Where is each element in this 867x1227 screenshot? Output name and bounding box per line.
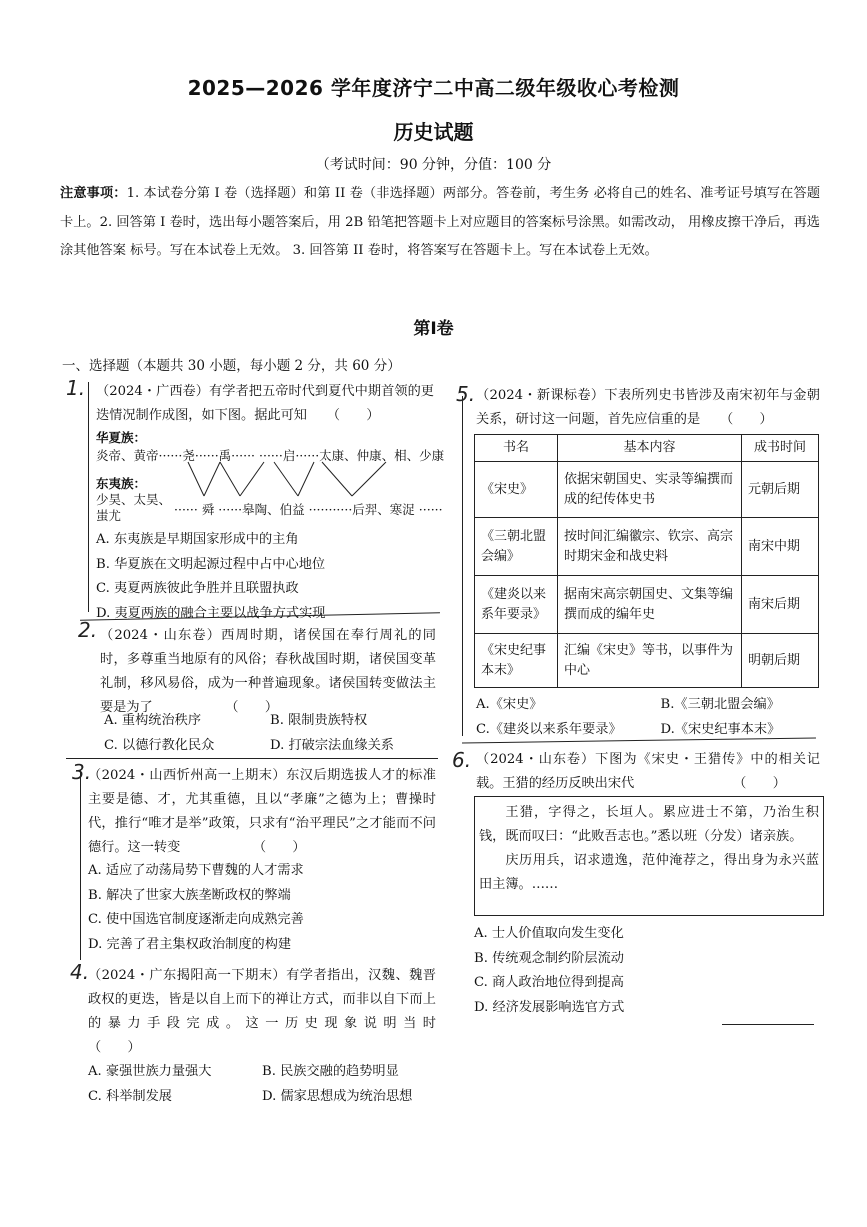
q3-number: 3. [72, 760, 92, 784]
q2-number: 2. [78, 618, 98, 642]
q1-diagram [96, 428, 445, 528]
exam-title: 2025—2026 学年度济宁二中高二级年级收心考检测 [187, 76, 680, 100]
table-row [475, 576, 819, 634]
exam-info: （考试时间：90 分钟，分值：100 分 [315, 157, 552, 173]
q1-number: 1. [66, 376, 86, 400]
q6-option-d[interactable]: D. 经济发展影响选官方式 [474, 999, 625, 1015]
q3-option-b[interactable]: B. 解决了世家大族垄断政权的弊端 [88, 887, 291, 903]
notice-block [60, 180, 820, 266]
q6-option-b[interactable]: B. 传统观念制约阶层流动 [474, 950, 624, 966]
q5-option-c[interactable]: C.《建炎以来系年要录》 [476, 721, 622, 737]
q5-cell-date: 元朝后期 [742, 462, 819, 518]
q5-table [474, 434, 819, 688]
q1-option-c[interactable]: C. 夷夏两族彼此争胜并且联盟执政 [96, 581, 299, 596]
q1-dy-names2: 蚩尤 [96, 508, 122, 523]
section-heading: 一、选择题（本题共 30 小题，每小题 2 分，共 60 分） [62, 358, 401, 374]
q2-option-a[interactable]: A. 重构统治秩序 [104, 713, 202, 728]
q5-table-header-row [475, 435, 819, 462]
q5-cell-content: 汇编《宋史》等书，以事件为中心 [558, 634, 742, 688]
q1-dy-label: 东夷族： [96, 476, 147, 491]
q5-stem: （2024・新课标卷）下表所列史书皆涉及南宋初年与金朝关系，研讨这一问题，首先应信重的是 （ ） [476, 388, 820, 427]
q3-option-c[interactable]: C. 使中国选官制度逐渐走向成熟完善 [88, 912, 304, 927]
q4-option-a[interactable]: A. 豪强世族力量强大 [88, 1064, 212, 1079]
q5-header-book: 书名 [475, 435, 558, 462]
q5-cell-content: 依据宋朝国史、实录等编撰而成的纪传体史书 [558, 462, 742, 518]
q2-options [104, 709, 436, 758]
q6-stem: （2024・山东卷）下图为《宋史・王猎传》中的相关记载。王猎的经历反映出宋代 （ ） [476, 752, 820, 791]
q5-cell-book: 《三朝北盟会编》 [475, 518, 558, 576]
q1-succession-arrows [174, 458, 436, 504]
q5-cell-date: 南宋后期 [742, 576, 819, 634]
q1-hx-names: 炎帝、黄帝······尧······禹······ ······启······太康、仲康、相、少康 [96, 448, 445, 463]
q6-option-a[interactable]: A. 士人价值取向发生变化 [474, 926, 624, 941]
q5-cell-book: 《建炎以来系年要录》 [475, 576, 558, 634]
q1-option-d[interactable]: D. 夷夏两族的融合主要以战争方式实现 [96, 605, 326, 621]
q4-stem: （2024・广东揭阳高一下期末）有学者指出，汉魏、魏晋政权的更迭，皆是以自上而下的禅让方式，而非以自下而上的暴力手段完成。这一历史现象说明当时 （ ） [88, 968, 595, 1055]
q5-number: 5. [456, 382, 476, 406]
q5-cell-content: 据南宋高宗朝国史、文集等编撰而成的编年史 [558, 576, 742, 634]
q1-option-b[interactable]: B. 华夏族在文明起源过程中占中心地位 [96, 556, 326, 572]
table-row [475, 518, 819, 576]
q5-option-d[interactable]: D.《宋史纪事本末》 [660, 721, 781, 737]
q4-option-b[interactable]: B. 民族交融的趋势明显 [262, 1064, 399, 1079]
q5-header-date: 成书时间 [742, 435, 819, 462]
q1-stem: （2024・广西卷）有学者把五帝时代到夏代中期首领的更迭情况制作成图，如下图。据此可知 （ ） [96, 384, 434, 423]
q3-options [88, 859, 436, 957]
q1-option-a[interactable]: A. 东夷族是早期国家形成中的主角 [96, 532, 299, 547]
q5-option-a[interactable]: A.《宋史》 [476, 697, 543, 712]
q5-cell-date: 明朝后期 [742, 634, 819, 688]
q4-option-c[interactable]: C. 科举制发展 [88, 1088, 172, 1104]
table-row [475, 634, 819, 688]
q2-stem: （2024・山东卷）西周时期，诸侯国在奉行周礼的同时，多尊重当地原有的风俗；春秋战国时期，诸侯国变革礼制，移风易俗，成为一种普遍现象。诸侯国转变做法主要是为了 （ ） [100, 628, 436, 715]
q6-option-c[interactable]: C. 商人政治地位得到提高 [474, 975, 624, 990]
notice-text: 1. 本试卷分第 I 卷（选择题）和第 II 卷（非选择题）两部分。答卷前，考生务 必将自己的姓名、准考证号填写在答题卡上。2. 回答第 I 卷时，选出每小题答案后，用 2B 铅笔把答题卡上对应题目的答案标号涂黑。如需改动， 用橡皮擦干净后，再选涂其他答案 标号。写在本试卷上无效。 3. 回答第 II 卷时，将答案写在答题卡上。写在本试卷上无效。 [60, 186, 821, 258]
q2-option-c[interactable]: C. 以德行教化民众 [104, 737, 215, 753]
q5-options [476, 693, 821, 742]
q5-cell-book: 《宋史纪事本末》 [475, 634, 558, 688]
q5-option-b[interactable]: B.《三朝北盟会编》 [660, 697, 780, 712]
q1-options [96, 528, 436, 626]
part-one-heading: 第Ⅰ卷 [413, 319, 454, 339]
q5-cell-content: 按时间汇编徽宗、钦宗、高宗时期宋金和战史料 [558, 518, 742, 576]
q5-table-wrap [474, 434, 819, 688]
q3-option-d[interactable]: D. 完善了君主集权政治制度的构建 [88, 936, 292, 952]
q2-option-d[interactable]: D. 打破宗法血缘关系 [270, 737, 394, 753]
q3-stem: （2024・山西忻州高一上期末）东汉后期选拔人才的标准主要是德、才，尤其重德，且以“孝廉”之德为上；曹操时代，推行“唯才是举”政策，只求有“治平理民”之才能而不问德行。这一转变 （ ） [88, 768, 436, 855]
q1-dy-seq: ······ 舜 ······皋陶、伯益 ···········后羿、寒浞 ······ [174, 502, 443, 517]
q6-options [474, 922, 818, 1020]
q1-hx-label: 华夏族： [96, 430, 147, 445]
q2-option-b[interactable]: B. 限制贵族特权 [270, 713, 368, 728]
q1-dy-names1: 少昊、太昊、 [96, 492, 172, 507]
q6-source-box [474, 796, 824, 916]
q6-source-p2: 庆历用兵，诏求遗逸，范仲淹荐之，得出身为永兴蓝田主簿。…… [479, 853, 819, 892]
notice-label: 注意事项： [60, 186, 127, 201]
q4-option-d[interactable]: D. 儒家思想成为统治思想 [262, 1088, 413, 1104]
table-row [475, 462, 819, 518]
q5-cell-book: 《宋史》 [475, 462, 558, 518]
q5-header-content: 基本内容 [558, 435, 742, 462]
q4-number: 4. [70, 960, 90, 984]
q5-cell-date: 南宋中期 [742, 518, 819, 576]
q6-source-p1: 王猎，字得之，长垣人。累应进士不第，乃治生积钱，既而叹曰：“此败吾志也。”悉以班（分发）诸亲族。 [479, 805, 819, 844]
q6-number: 6. [452, 748, 472, 772]
q3-option-a[interactable]: A. 适应了动荡局势下曹魏的人才需求 [88, 863, 304, 878]
q4-options [88, 1060, 436, 1109]
subject-title: 历史试题 [393, 120, 474, 144]
